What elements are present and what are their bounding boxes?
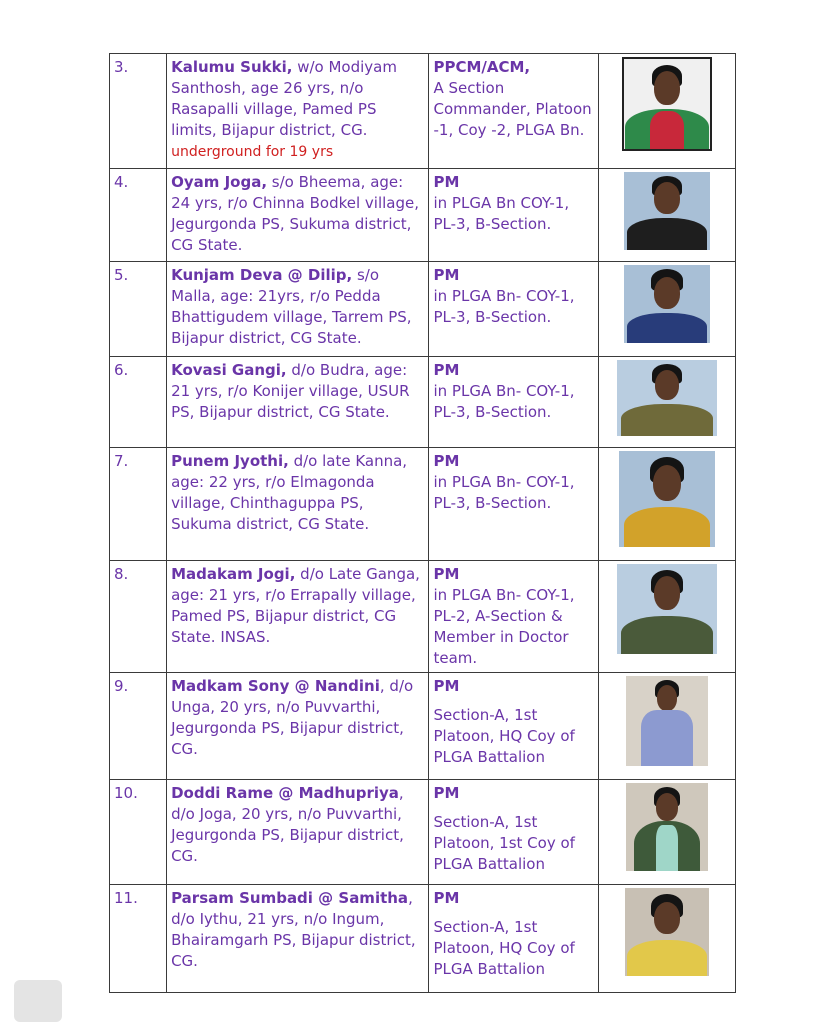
serial-number: 5. (110, 262, 167, 357)
person-details (167, 357, 429, 448)
table-row (110, 561, 736, 673)
person-photo (617, 564, 717, 654)
table-row (110, 885, 736, 993)
rank-details (429, 673, 598, 780)
person-details (167, 780, 429, 885)
serial-number: 11. (110, 885, 167, 993)
rank: PM (433, 266, 460, 284)
rank-details (429, 54, 598, 169)
table-row (110, 673, 736, 780)
underground-note: underground for 19 yrs (171, 144, 334, 160)
person-photo (624, 265, 710, 343)
person-details (167, 262, 429, 357)
person-photo (624, 172, 710, 250)
person-name: Kovasi Gangi, (171, 361, 287, 379)
serial-number: 10. (110, 780, 167, 885)
photo-cell (598, 885, 735, 993)
person-photo (622, 57, 712, 151)
serial-number: 4. (110, 169, 167, 262)
unit: Section-A, 1st Platoon, HQ Coy of PLGA Battalion (433, 706, 575, 766)
person-photo (626, 783, 708, 871)
person-info: d/o Late Ganga, age: 21 yrs, r/o Errapally village, Pamed PS, Bijapur district, CG State. INSAS. (171, 565, 420, 646)
person-details (167, 885, 429, 993)
rank: PM (433, 452, 460, 470)
person-photo (626, 676, 708, 766)
person-info: d/o Budra, age: 21 yrs, r/o Konijer village, USUR PS, Bijapur district, CG State. (171, 361, 410, 421)
unit: in PLGA Bn COY-1, PL-3, B-Section. (433, 194, 570, 233)
photo-cell (598, 780, 735, 885)
unit: Section-A, 1st Platoon, 1st Coy of PLGA Battalion (433, 813, 575, 873)
serial-number: 3. (110, 54, 167, 169)
person-info: s/o Malla, age: 21yrs, r/o Pedda Bhattigudem village, Tarrem PS, Bijapur district, CG State. (171, 266, 412, 347)
person-name: Oyam Joga, (171, 173, 268, 191)
person-name: Doddi Rame @ Madhupriya (171, 784, 399, 802)
person-details (167, 448, 429, 561)
rank-details (429, 262, 598, 357)
person-name: Punem Jyothi, (171, 452, 289, 470)
person-info: w/o Modiyam Santhosh, age 26 yrs, n/o Rasapalli village, Pamed PS limits, Bijapur district, CG. (171, 58, 397, 139)
serial-number: 7. (110, 448, 167, 561)
person-photo (617, 360, 717, 436)
rank: PM (433, 173, 460, 191)
person-info: d/o late Kanna, age: 22 yrs, r/o Elmagonda village, Chinthaguppa PS, Sukuma district, CG State. (171, 452, 408, 533)
table-row (110, 262, 736, 357)
person-info: , d/o Unga, 20 yrs, n/o Puvvarthi, Jegurgonda PS, Bijapur district, CG. (171, 677, 414, 758)
person-details (167, 673, 429, 780)
person-info: , d/o Joga, 20 yrs, n/o Puvvarthi, Jegurgonda PS, Bijapur district, CG. (171, 784, 404, 865)
serial-number: 9. (110, 673, 167, 780)
photo-cell (598, 673, 735, 780)
rank: PM (433, 565, 460, 583)
person-details (167, 561, 429, 673)
unit: in PLGA Bn- COY-1, PL-3, B-Section. (433, 473, 575, 512)
table-row (110, 54, 736, 169)
person-photo (625, 888, 709, 976)
person-name: Madkam Sony @ Nandini (171, 677, 380, 695)
table-row (110, 357, 736, 448)
unit: in PLGA Bn- COY-1, PL-3, B-Section. (433, 382, 575, 421)
person-info: s/o Bheema, age: 24 yrs, r/o Chinna Bodkel village, Jegurgonda PS, Sukuma district, CG State. (171, 173, 420, 254)
table-row (110, 780, 736, 885)
person-name: Kunjam Deva @ Dilip, (171, 266, 353, 284)
table-row (110, 448, 736, 561)
rank: PPCM/ACM, (433, 58, 531, 76)
person-details (167, 54, 429, 169)
rank: PM (433, 784, 460, 802)
person-name: Kalumu Sukki, (171, 58, 293, 76)
rank: PM (433, 361, 460, 379)
person-photo (619, 451, 715, 547)
cadre-table (109, 53, 736, 993)
person-name: Madakam Jogi, (171, 565, 296, 583)
photo-cell (598, 262, 735, 357)
rank-details (429, 448, 598, 561)
photo-cell (598, 169, 735, 262)
person-info: , d/o Iythu, 21 yrs, n/o Ingum, Bhairamgarh PS, Bijapur district, CG. (171, 889, 416, 970)
photo-cell (598, 448, 735, 561)
rank-details (429, 169, 598, 262)
table-row (110, 169, 736, 262)
photo-cell (598, 561, 735, 673)
rank-details (429, 780, 598, 885)
person-details (167, 169, 429, 262)
unit: Section-A, 1st Platoon, HQ Coy of PLGA Battalion (433, 918, 575, 978)
unit: in PLGA Bn- COY-1, PL-3, B-Section. (433, 287, 575, 326)
photo-cell (598, 357, 735, 448)
serial-number: 6. (110, 357, 167, 448)
unit: A Section Commander, Platoon -1, Coy -2, PLGA Bn. (433, 79, 592, 139)
photo-cell (598, 54, 735, 169)
unit: in PLGA Bn- COY-1, PL-2, A-Section & Member in Doctor team. (433, 586, 575, 667)
serial-number: 8. (110, 561, 167, 673)
rank-details (429, 357, 598, 448)
rank-details (429, 561, 598, 673)
floating-button[interactable] (14, 980, 62, 1022)
rank-details (429, 885, 598, 993)
person-name: Parsam Sumbadi @ Samitha (171, 889, 409, 907)
rank: PM (433, 889, 460, 907)
rank: PM (433, 677, 460, 695)
